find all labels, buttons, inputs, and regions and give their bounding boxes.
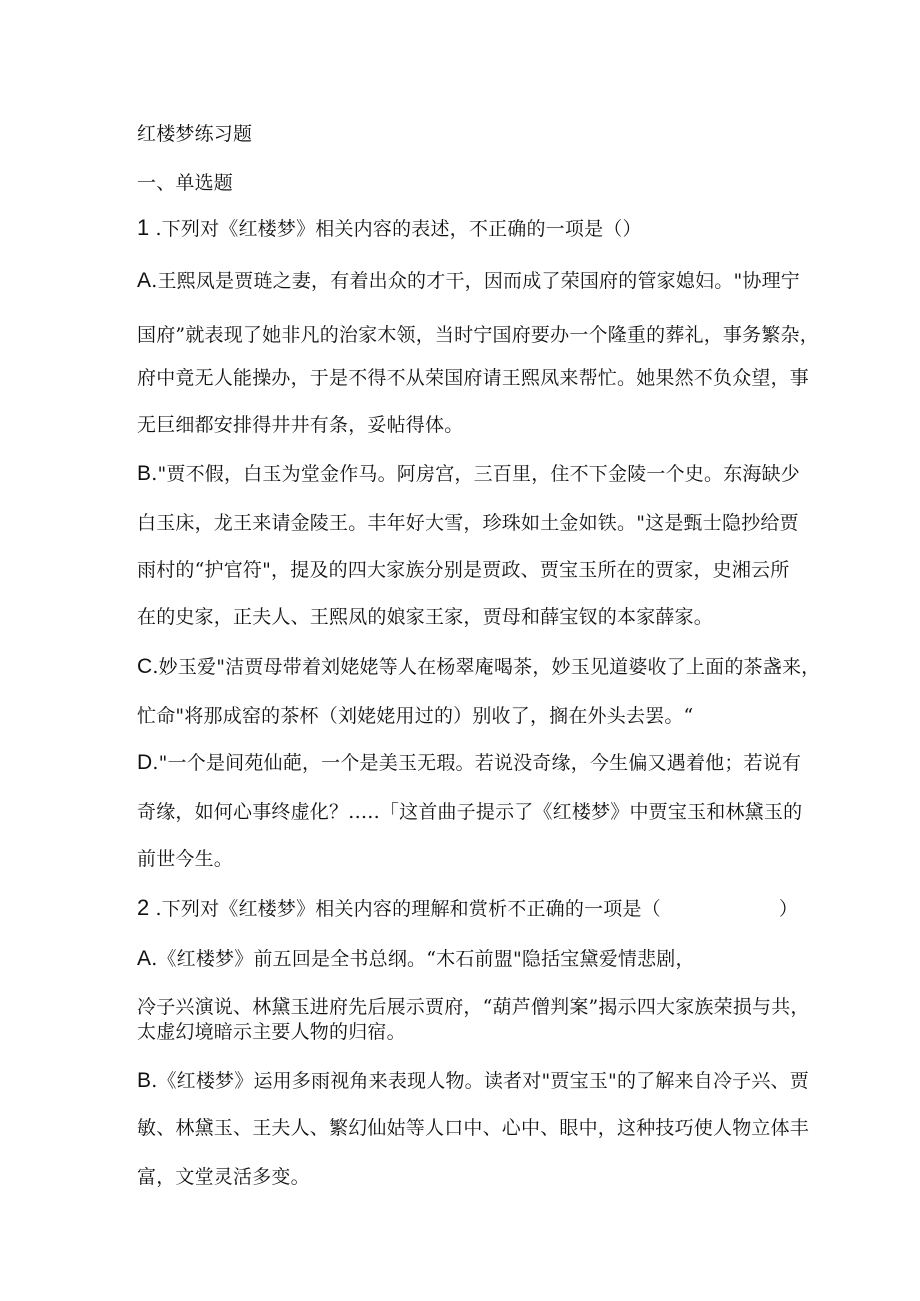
q1-option-d-text: ."一个是间苑仙葩，一个是美玉无瑕。若说没奇缘，今生偏又遇着他；若说有 <box>152 752 802 774</box>
q2-option-a-letter: A <box>137 947 152 970</box>
question-2-text: .下列对《红楼梦》相关内容的理解和赏析不正确的一项是（ <box>155 898 661 920</box>
q1-option-d-line-1 <box>137 751 801 775</box>
question-1-number: 1 <box>137 215 150 240</box>
q2-option-a-text: .《红楼梦》前五回是全书总纲。“木石前盟"隐括宝黛爱情悲剧， <box>151 948 695 970</box>
q1-option-a-text: .王熙凤是贾琏之妻，有着出众的才干，因而成了荣国府的管家媳妇。"协理宁 <box>151 270 800 292</box>
q1-option-a-line-2: 国府”就表现了她非凡的治家木领，当时宁国府要办一个隆重的葬礼，事务繁杂， <box>137 324 819 346</box>
question-1-text: .下列对《红楼梦》相关内容的表述，不正确的一项是（） <box>155 218 642 240</box>
q2-option-b-line-3: 富，文堂灵活多变。 <box>137 1166 310 1188</box>
q1-option-b-line-4: 在的史家，正夫人、王熙凤的娘家王家，贾母和薛宝钗的本家薛家。 <box>137 606 714 628</box>
q2-option-b-line-1 <box>137 1069 809 1093</box>
q2-option-b-letter: B <box>137 1069 152 1092</box>
question-1-stem <box>137 216 642 241</box>
q2-option-b-line-2: 敏、林黛玉、王夫人、繁幻仙姑等人口中、心中、眼中，这种技巧使人物立体丰 <box>137 1117 810 1139</box>
q1-option-d-letter: D <box>137 751 153 774</box>
question-2-stem <box>137 896 798 921</box>
q1-option-b-letter: B <box>137 462 152 485</box>
document-title: 红楼梦练习题 <box>137 123 253 145</box>
q1-option-a-line-4: 无巨细都安排得井井有条，妥帖得体。 <box>137 414 464 436</box>
q1-option-d-line-3: 前世今生。 <box>137 848 234 870</box>
q1-option-c-text: .妙玉爱"洁贾母带着刘姥姥等人在杨翠庵喝茶，妙玉见道婆收了上面的茶盏来， <box>152 656 821 678</box>
section-heading: 一、单选题 <box>137 172 234 194</box>
q1-option-a-letter: A <box>137 269 152 292</box>
q1-option-c-line-1 <box>137 655 820 679</box>
q1-option-d-line-2: 奇缘，如何心事终虚化？.….「这首曲子提示了《红楼梦》中贾宝玉和林黛玉的 <box>137 801 803 823</box>
q2-option-a-line-2: 冷子兴演说、林黛玉进府先后展示贾府，“葫芦僧判案”揭示四大家族荣损与共， <box>137 996 810 1018</box>
question-2-number: 2 <box>137 895 150 920</box>
q1-option-c-letter: C <box>137 655 153 678</box>
q1-option-c-line-2: 忙命"将那成窑的茶杯（刘姥姥用过的）别收了，搁在外头去罢。“ <box>137 705 694 727</box>
q2-option-a-line-1 <box>137 947 695 971</box>
q1-option-b-line-1 <box>137 462 800 486</box>
question-2-close-paren: ） <box>778 898 799 920</box>
q1-option-b-line-3: 雨村的“护官符"，提及的四大家族分别是贾政、贾宝玉所在的贾家，史湘云所 <box>137 559 790 581</box>
q2-option-b-text: .《红楼梦》运用多雨视角来表现人物。读者对"贾宝玉"的了解来自冷子兴、贾 <box>151 1070 809 1092</box>
q1-option-a-line-3: 府中竟无人能操办，于是不得不从荣国府请王熙凤来帮忙。她果然不负众望，事 <box>137 367 810 389</box>
q1-option-a-line-1 <box>137 269 800 293</box>
q2-option-a-line-3: 太虚幻境暗示主要人物的归宿。 <box>137 1021 406 1043</box>
q1-option-b-line-2: 白玉床，龙王来请金陵王。丰年好大雪，珍珠如土金如铁。"这是甄士隐抄给贾 <box>137 512 799 534</box>
q1-option-b-text: ."贾不假，白玉为堂金作马。阿房宫，三百里，住不下金陵一个史。东海缺少 <box>151 463 800 485</box>
